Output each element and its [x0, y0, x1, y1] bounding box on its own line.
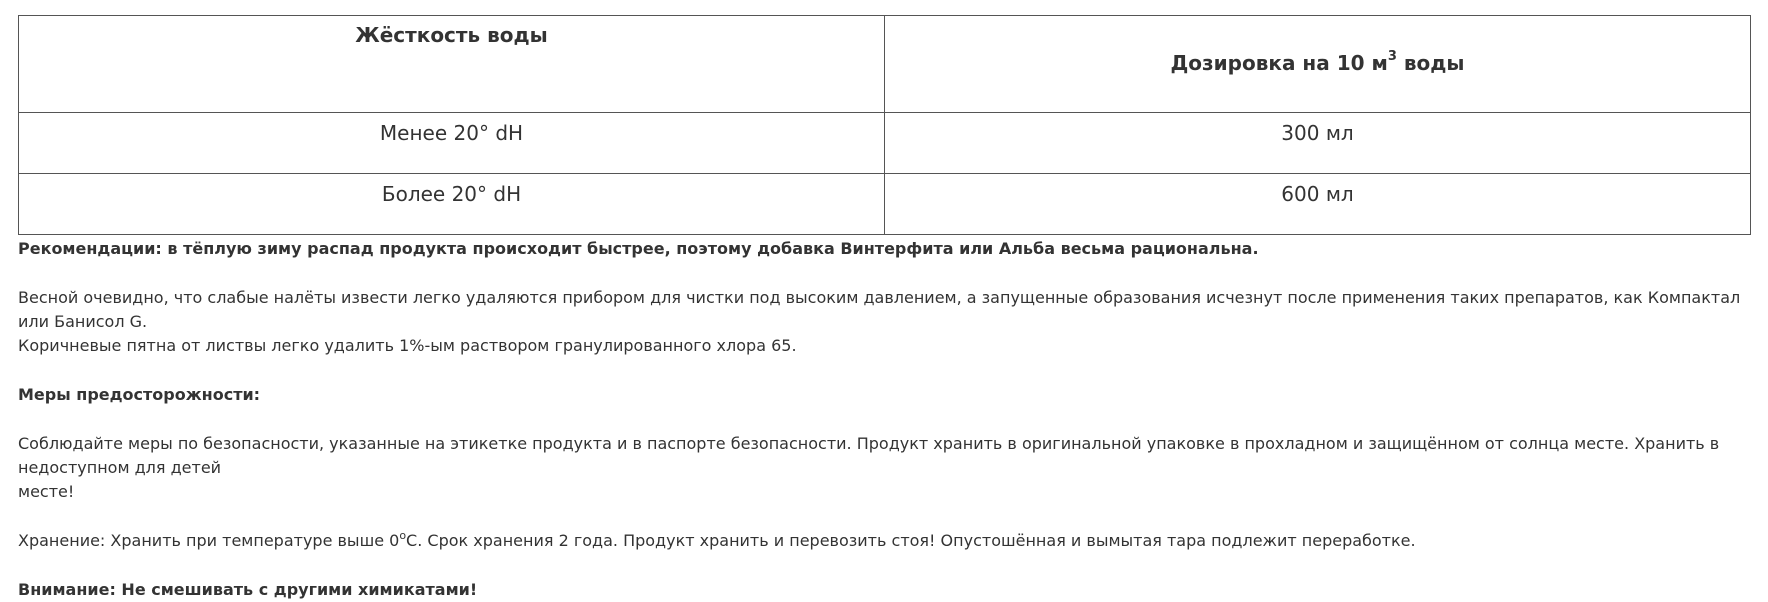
- cell-hardness: Более 20° dH: [19, 174, 885, 235]
- precautions-line-2: месте!: [18, 482, 75, 501]
- spring-paragraph: [18, 286, 1750, 358]
- header-dosage-prefix: Дозировка на 10 м: [1170, 51, 1388, 75]
- storage-suffix: С. Срок хранения 2 года. Продукт хранить и перевозить стоя! Опустошённая и вымытая тара подлежит переработке.: [406, 531, 1416, 550]
- header-dosage-suffix: воды: [1396, 51, 1465, 75]
- recommendation-text: Рекомендации: в тёплую зиму распад продукта происходит быстрее, поэтому добавка Винтерфита или Альба весьма рациональна.: [18, 239, 1259, 258]
- table-row: [19, 113, 1751, 174]
- header-dosage-superscript: 3: [1387, 49, 1397, 65]
- storage-degree-superscript: о: [399, 528, 407, 542]
- precautions-line-1: Соблюдайте меры по безопасности, указанные на этикетке продукта и в паспорте безопасности. Продукт хранить в оригинальной упаковке в прохладном и защищённом от солнца месте. Хранить в недоступном для детей: [18, 434, 1720, 477]
- header-dosage-label: [1170, 51, 1464, 75]
- precautions-paragraph: [18, 432, 1750, 504]
- dosage-table: [18, 15, 1751, 235]
- spring-line-2: Коричневые пятна от листвы легко удалить 1%-ым раствором гранулированного хлора 65.: [18, 336, 797, 355]
- table-row: [19, 174, 1751, 235]
- storage-prefix: Хранение: Хранить при температуре выше 0: [18, 531, 400, 550]
- header-cell-hardness: [19, 16, 885, 113]
- precautions-heading: Меры предосторожности:: [18, 385, 261, 404]
- cell-dose: 300 мл: [885, 113, 1751, 174]
- table-header-row: [19, 16, 1751, 113]
- header-cell-dosage: [885, 16, 1751, 113]
- cell-dose: 600 мл: [885, 174, 1751, 235]
- warning-text: Внимание: Не смешивать с другими химикатами!: [18, 580, 478, 599]
- cell-hardness: Менее 20° dH: [19, 113, 885, 174]
- spring-line-1: Весной очевидно, что слабые налёты извести легко удаляются прибором для чистки под высоким давлением, а запущенные образования исчезнут после применения таких препаратов, как Компактал или Банисол G.: [18, 288, 1741, 331]
- storage-paragraph: [18, 529, 1750, 553]
- header-hardness-label: Жёсткость воды: [355, 23, 548, 47]
